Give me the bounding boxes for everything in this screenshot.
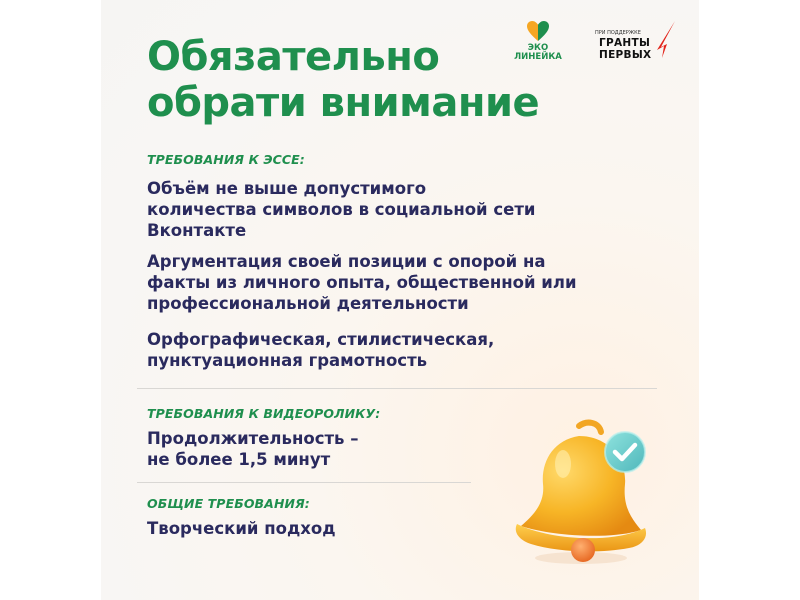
check-badge-icon (605, 432, 645, 472)
video-requirements-label: ТРЕБОВАНИЯ К ВИДЕОРОЛИКУ: (147, 406, 381, 421)
essay-requirement-3 (147, 329, 494, 371)
essay-requirement-2-line-1: Аргументация своей позиции с опорой на (147, 252, 546, 271)
heart-logo-icon (526, 20, 550, 42)
section-divider (137, 388, 657, 389)
eko-lineyka-logo (505, 20, 571, 66)
granty-logo-line-2: ПЕРВЫХ (599, 49, 652, 61)
poster-card (101, 0, 699, 600)
granty-logo-line-1: ГРАНТЫ (599, 37, 651, 49)
granty-logo-support-text: ПРИ ПОДДЕРЖКЕ (595, 30, 641, 36)
general-requirement-1 (147, 518, 336, 539)
essay-requirement-1-line-3: Вконтакте (147, 221, 247, 240)
essay-requirement-2-line-3: профессиональной деятельности (147, 294, 469, 313)
general-requirements-label: ОБЩИЕ ТРЕБОВАНИЯ: (147, 496, 310, 511)
essay-requirement-2-line-2: факты из личного опыта, общественной или (147, 273, 577, 292)
video-requirement-1 (147, 428, 358, 470)
bell-icon (501, 418, 661, 568)
title-line-2: обрати внимание (147, 80, 540, 126)
video-requirement-1-line-1: Продолжительность – (147, 429, 359, 448)
essay-requirements-label: ТРЕБОВАНИЯ К ЭССЕ: (147, 152, 305, 167)
video-requirement-1-line-2: не более 1,5 минут (147, 450, 331, 469)
essay-requirement-3-line-1: Орфографическая, стилистическая, (147, 330, 495, 349)
title-line-1: Обязательно (147, 34, 440, 80)
red-arrow-logo-icon (653, 20, 677, 60)
general-requirement-1-line-1: Творческий подход (147, 519, 336, 538)
eko-logo-line-1: ЭКО (527, 43, 549, 53)
section-divider (137, 482, 471, 483)
page-title (147, 34, 539, 126)
granty-pervykh-logo (591, 20, 681, 62)
eko-logo-line-2: ЛИНЕЙКА (514, 52, 562, 62)
essay-requirement-2 (147, 251, 577, 314)
essay-requirement-1-line-1: Объём не выше допустимого (147, 179, 427, 198)
essay-requirement-1 (147, 178, 535, 241)
essay-requirement-1-line-2: количества символов в социальной сети (147, 200, 536, 219)
essay-requirement-3-line-2: пунктуационная грамотность (147, 351, 428, 370)
